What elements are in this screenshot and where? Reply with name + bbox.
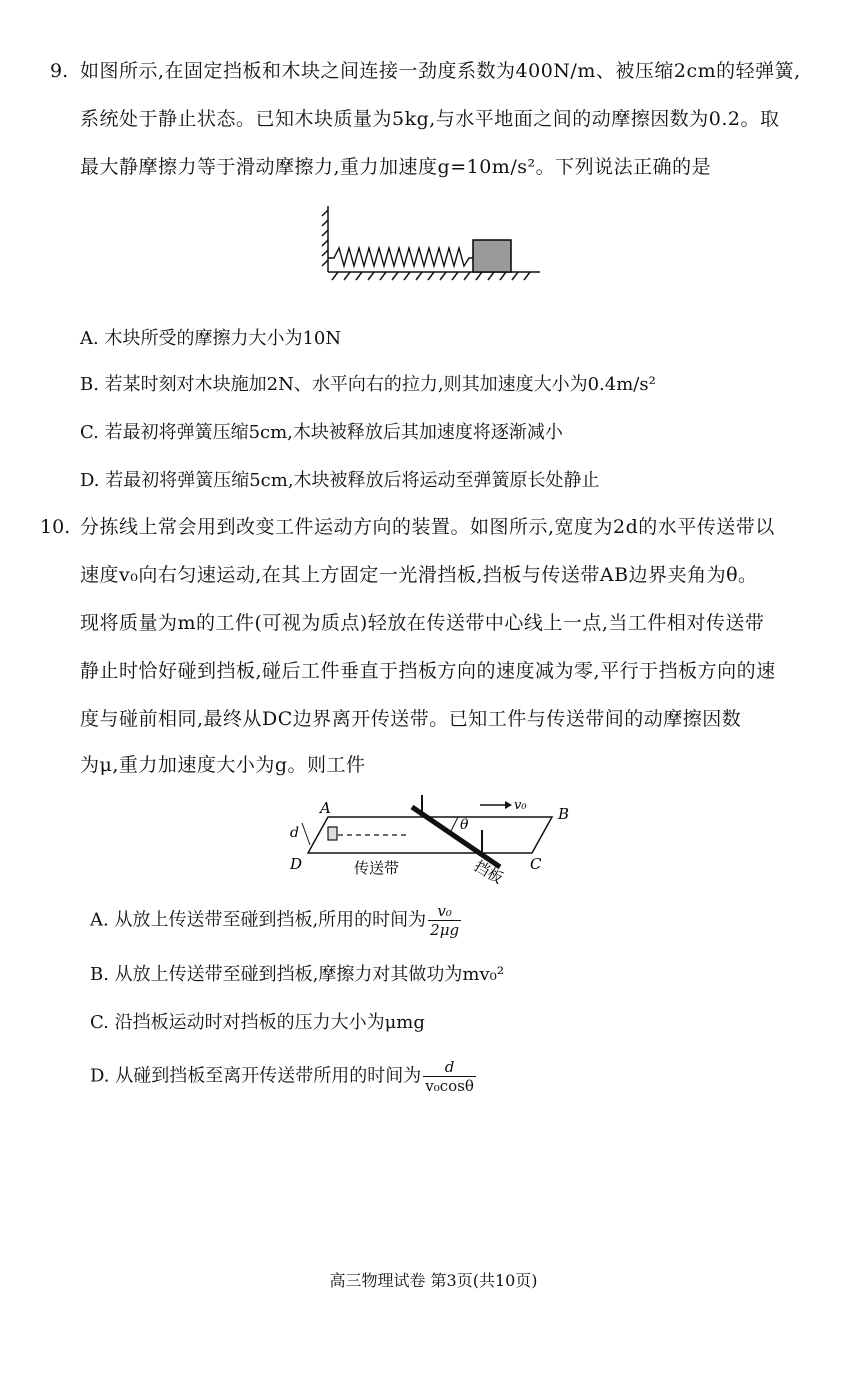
q10-option-a-denominator: 2μg <box>430 921 460 939</box>
q9-spring-figure <box>318 200 548 290</box>
q10-stem-line-2: 速度v₀向右匀速运动,在其上方固定一光滑挡板,挡板与传送带AB边界夹角为θ。 <box>80 564 758 586</box>
q10-label-v0: v₀ <box>514 798 527 813</box>
q10-baffle <box>412 807 500 867</box>
q10-stem-line-3: 现将质量为m的工件(可视为质点)轻放在传送带中心线上一点,当工件相对传送带 <box>80 612 765 634</box>
q10-option-b: B. 从放上传送带至碰到挡板,摩擦力对其做功为mv₀² <box>90 964 505 985</box>
q10-number: 10. <box>40 516 71 538</box>
q9-number: 9. <box>50 60 69 82</box>
q9-block <box>473 240 511 272</box>
q10-label-belt: 传送带 <box>354 859 400 877</box>
q10-option-d-denominator: v₀cosθ <box>425 1077 474 1095</box>
q10-option-a-text: A. 从放上传送带至碰到挡板,所用的时间为 <box>90 909 427 931</box>
q9-stem-line-1: 如图所示,在固定挡板和木块之间连接一劲度系数为400N/m、被压缩2cm的轻弹簧, <box>80 60 801 82</box>
q10-label-a: A <box>320 799 331 817</box>
q10-workpiece <box>328 827 337 840</box>
q9-option-a: A. 木块所受的摩擦力大小为10N <box>80 328 342 349</box>
q10-stem-line-1: 分拣线上常会用到改变工件运动方向的装置。如图所示,宽度为2d的水平传送带以 <box>80 516 775 538</box>
q10-d-arrow <box>302 823 310 845</box>
q9-ground <box>328 272 540 280</box>
q10-option-d-text: D. 从碰到挡板至离开传送带所用的时间为 <box>90 1065 422 1087</box>
q9-wall <box>322 206 328 272</box>
q10-option-a <box>90 902 461 939</box>
q10-label-d: D <box>290 855 303 873</box>
q10-v0-arrowhead <box>505 801 512 809</box>
q9-stem-line-2: 系统处于静止状态。已知木块质量为5kg,与水平地面之间的动摩擦因数为0.2。取 <box>80 108 780 130</box>
q10-stem-line-4: 静止时恰好碰到挡板,碰后工件垂直于挡板方向的速度减为零,平行于挡板方向的速 <box>80 660 776 682</box>
q10-label-c: C <box>530 855 542 873</box>
q10-option-a-fraction <box>428 902 461 939</box>
q10-conveyor-figure <box>280 795 580 890</box>
q10-belt-outline <box>308 817 552 853</box>
q10-stem-line-5: 度与碰前相同,最终从DC边界离开传送带。已知工件与传送带间的动摩擦因数 <box>80 708 742 730</box>
q10-option-d <box>90 1058 476 1095</box>
page-footer: 高三物理试卷 第3页(共10页) <box>329 1271 538 1290</box>
q10-stem-line-6: 为μ,重力加速度大小为g。则工件 <box>80 754 366 776</box>
q10-label-d-width: d <box>290 825 299 841</box>
q10-label-b: B <box>558 805 570 823</box>
q9-option-b: B. 若某时刻对木块施加2N、水平向右的拉力,则其加速度大小为0.4m/s² <box>80 374 656 395</box>
q10-option-d-numerator: d <box>423 1058 476 1077</box>
q9-option-d: D. 若最初将弹簧压缩5cm,木块被释放后将运动至弹簧原长处静止 <box>80 470 600 491</box>
q10-option-a-numerator: v₀ <box>428 902 461 921</box>
q9-stem-line-3: 最大静摩擦力等于滑动摩擦力,重力加速度g=10m/s²。下列说法正确的是 <box>80 156 712 178</box>
q10-angle-arc <box>450 817 458 833</box>
q10-label-baffle: 挡板 <box>471 856 507 888</box>
q10-option-d-fraction <box>423 1058 476 1095</box>
q10-label-theta: θ <box>460 817 469 833</box>
q10-option-c: C. 沿挡板运动时对挡板的压力大小为μmg <box>90 1012 425 1033</box>
q9-option-c: C. 若最初将弹簧压缩5cm,木块被释放后其加速度将逐渐减小 <box>80 422 563 443</box>
q9-spring <box>328 248 473 266</box>
